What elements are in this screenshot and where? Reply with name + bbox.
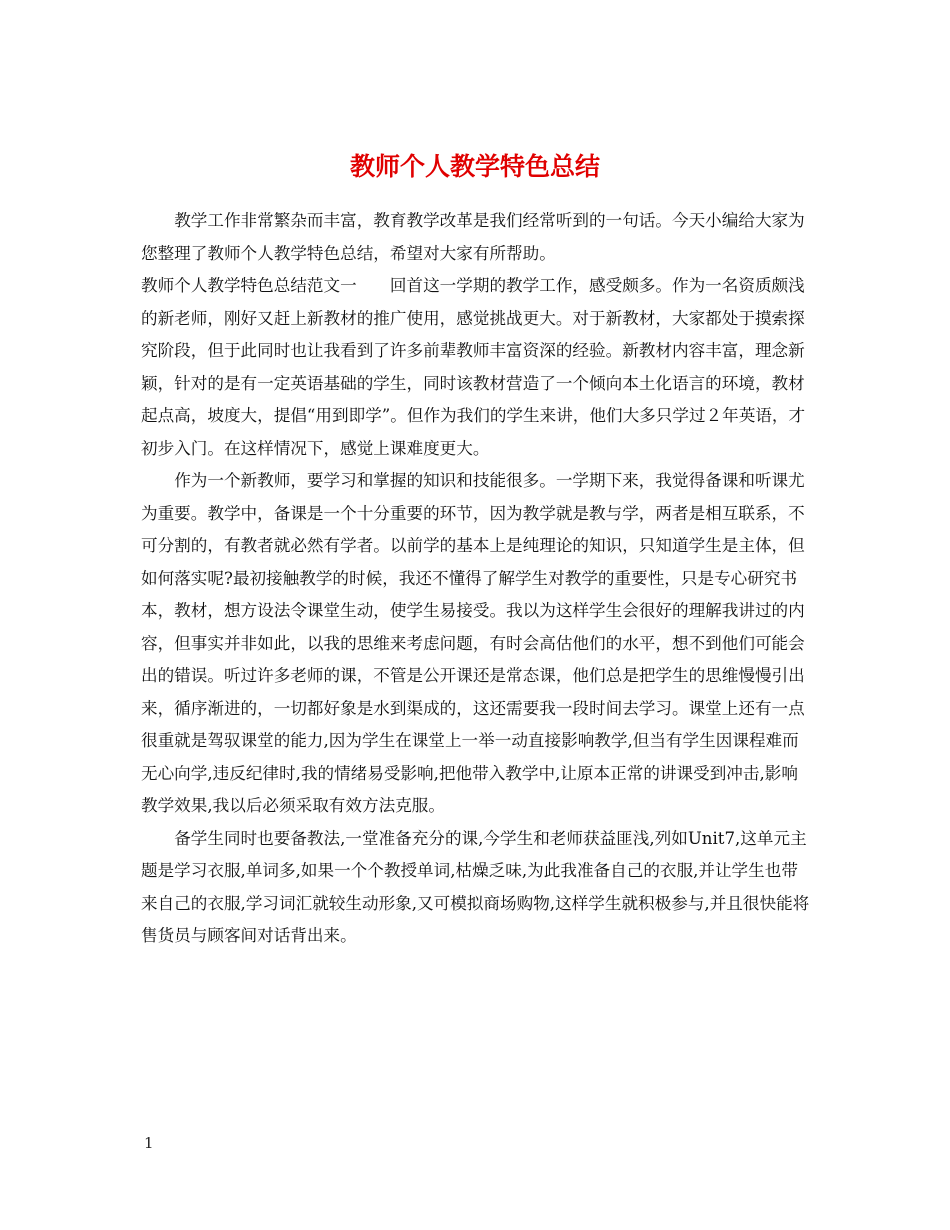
teaching-method-paragraph: 备学生同时也要备教法,一堂准备充分的课,今学生和老师获益匪浅,列如Unit7,这单元主题是学习衣服,单词多,如果一个个教授单词,枯燥乏味,为此我准备自己的衣服,并让学生也带来自己的衣服,学习词汇就较生动形象,又可模拟商场购物,这样学生就积极参与,并且很快能将售货员与顾客间对话背出来。: [141, 828, 810, 945]
page-number: 1: [144, 1134, 154, 1152]
sample-one-paragraph: 教师个人教学特色总结范文一 回首这一学期的教学工作，感受颇多。作为一名资质颇浅的新老师，刚好又赶上新教材的推广使用，感觉挑战更大。对于新教材，大家都处于摸索探究阶段，但于此同时也让我看到了许多前辈教师丰富资深的经验。新教材内容丰富，理念新颖，针对的是有一定英语基础的学生，同时该教材营造了一个倾向本土化语言的环境，教材起点高，坡度大，提倡“用到即学”。但作为我们的学生来讲，他们大多只学过２年英语，才初步入门。在这样情况下，感觉上课难度更大。: [141, 276, 806, 458]
page-title: 教师个人教学特色总结: [349, 151, 600, 181]
new-teacher-paragraph: 作为一个新教师，要学习和掌握的知识和技能很多。一学期下来，我觉得备课和听课尤为重要。教学中，备课是一个十分重要的环节，因为教学就是教与学，两者是相互联系，不可分割的，有教者就必然有学者。以前学的基本上是纯理论的知识，只知道学生是主体，但如何落实呢?最初接触教学的时候，我还不懂得了解学生对教学的重要性，只是专心研究书本，教材，想方设法令课堂生动，使学生易接受。我以为这样学生会很好的理解我讲过的内容，但事实并非如此，以我的思维来考虑问题，有时会高估他们的水平，想不到他们可能会出的错误。听过许多老师的课，不管是公开课还是常态课，他们总是把学生的思维慢慢引出来，循序渐进的，一切都好象是水到渠成的，这还需要我一段时间去学习。课堂上还有一点很重就是驾驭课堂的能力,因为学生在课堂上一举一动直接影响教学,但当有学生因课程难而无心向学,违反纪律时,我的情绪易受影响,把他带入教学中,让原本正常的讲课受到冲击,影响教学效果,我以后必须采取有效方法克服。: [141, 471, 805, 815]
document-body: [141, 205, 811, 953]
intro-paragraph: 教学工作非常繁杂而丰富，教育教学改革是我们经常听到的一句话。今天小编给大家为您整理了教师个人教学特色总结，希望对大家有所帮助。: [141, 211, 805, 263]
